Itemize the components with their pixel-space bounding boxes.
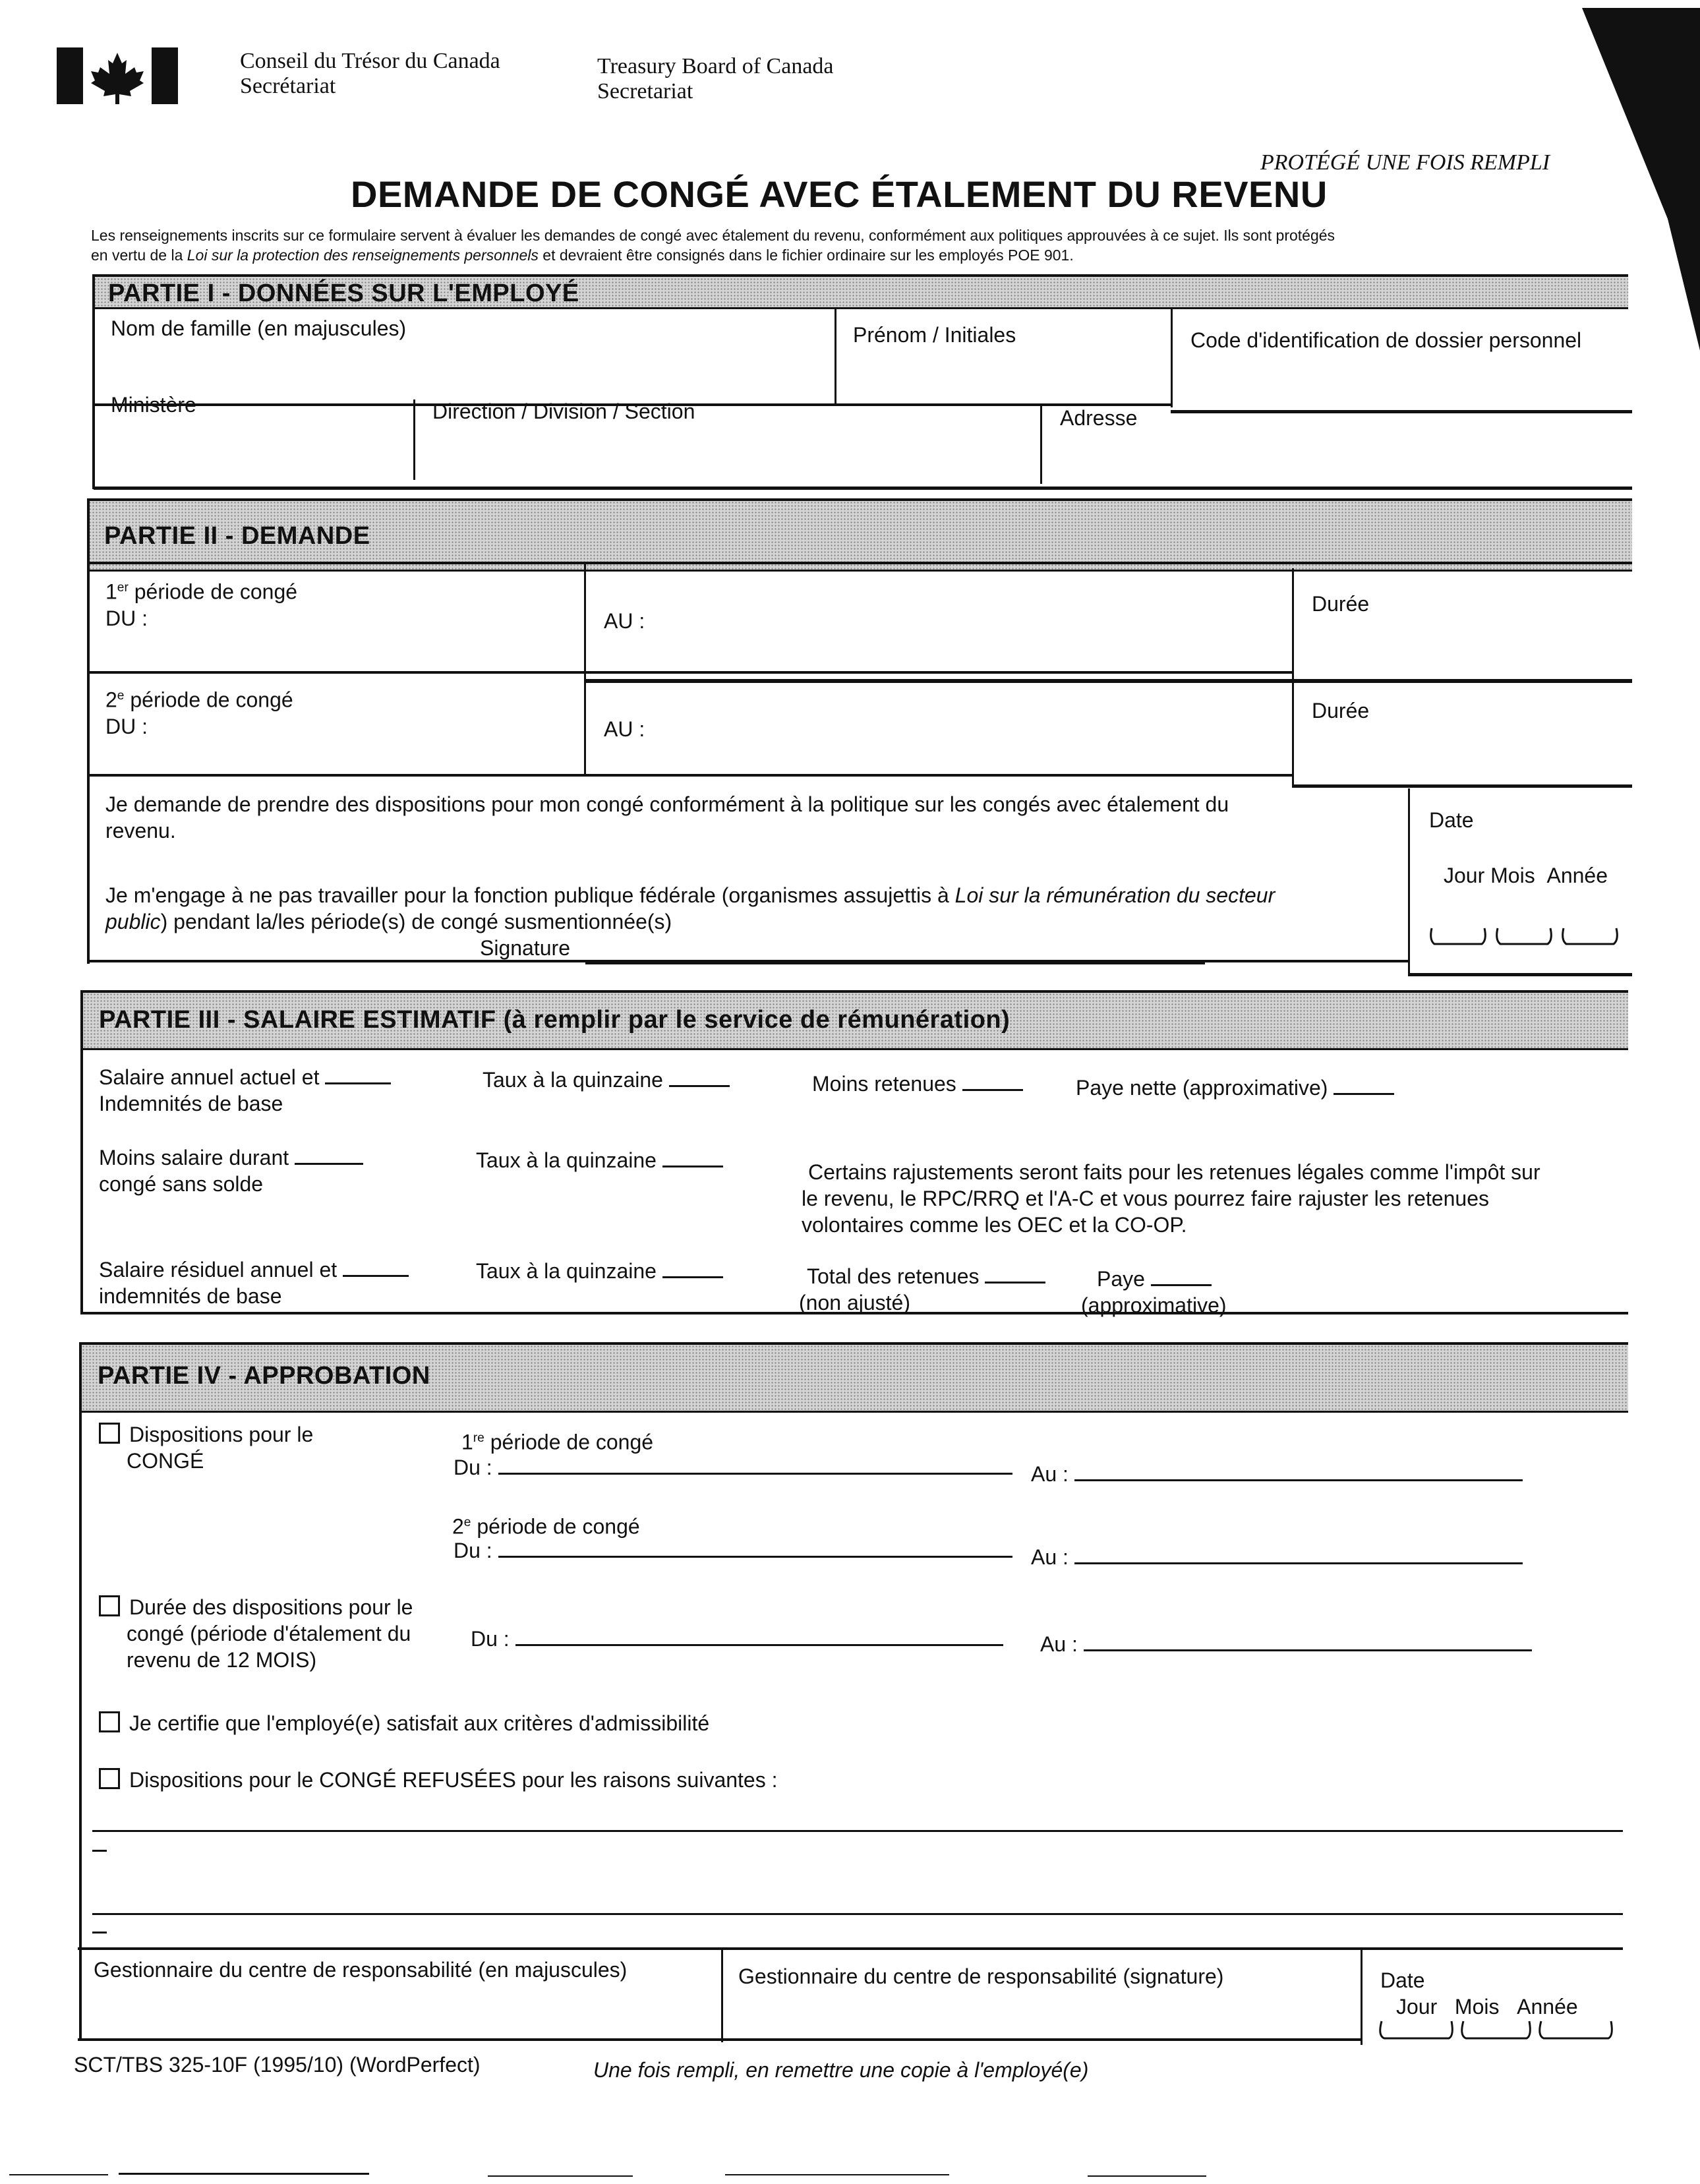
- approval-date-field[interactable]: [1376, 2016, 1620, 2042]
- period1-du-field[interactable]: [119, 608, 567, 661]
- approval-date-label: Date: [1380, 1968, 1425, 1992]
- field-code-dossier[interactable]: Code d'identification de dossier personnel: [1190, 328, 1582, 352]
- field-prenom[interactable]: Prénom / Initiales: [853, 323, 1016, 347]
- signature-field[interactable]: [585, 930, 1205, 962]
- org-name-en: Treasury Board of Canada Secretariat: [597, 54, 834, 103]
- approval-period1-au[interactable]: Au :: [1031, 1462, 1523, 1487]
- field-adresse[interactable]: Adresse: [1060, 406, 1138, 430]
- form-identifier: SCT/TBS 325-10F (1995/10) (WordPerfect): [74, 2053, 481, 2077]
- paye-nette-field[interactable]: Paye nette (approximative): [1076, 1076, 1394, 1100]
- period1-duree-field[interactable]: [1318, 626, 1622, 666]
- period2-duree-label: Durée: [1312, 699, 1370, 723]
- request-date-label: Date: [1429, 808, 1474, 832]
- part1-title: PARTIE I - DONNÉES SUR L'EMPLOYÉ: [108, 280, 579, 307]
- taux-quinzaine-2[interactable]: Taux à la quinzaine: [476, 1148, 723, 1173]
- paye-approx-field[interactable]: Paye (approximative): [1081, 1267, 1227, 1317]
- period1-au-label: AU :: [604, 609, 645, 633]
- period2-duree-field[interactable]: [1318, 732, 1622, 778]
- checkbox-conge-refusees[interactable]: Dispositions pour le CONGÉ REFUSÉES pour les raisons suivantes :: [99, 1768, 778, 1792]
- period2-label: 2e période de congé DU :: [105, 688, 293, 738]
- approval-period1-label: 1re période de congé: [461, 1430, 654, 1454]
- taux-quinzaine-3[interactable]: Taux à la quinzaine: [476, 1259, 723, 1284]
- request-date-headers: Jour Mois Année: [1444, 864, 1608, 887]
- checkbox-duree-dispositions[interactable]: Durée des dispositions pour le congé (période d'étalement du revenu de 12 MOIS): [99, 1594, 413, 1673]
- checkbox-dispositions-conge[interactable]: Dispositions pour le CONGÉ: [99, 1421, 313, 1474]
- engagement-statement: Je m'engage à ne pas travailler pour la fonction publique fédérale (organismes assujettis à Loi sur la rémunération du secteur public) pendant la/les période(s) de congé susmentionnée(s): [105, 883, 1275, 933]
- checkbox-certifie-admissibilite[interactable]: Je certifie que l'employé(e) satisfait aux critères d'admissibilité: [99, 1711, 709, 1736]
- period2-au-label: AU :: [604, 717, 645, 741]
- period2-au-field[interactable]: [659, 692, 1279, 765]
- request-statement: Je demande de prendre des dispositions pour mon congé conformément à la politique sur les congés avec étalement du revenu.: [105, 792, 1229, 842]
- approval-period2-du[interactable]: Du :: [454, 1539, 1012, 1563]
- gestionnaire-signature-field[interactable]: Gestionnaire du centre de responsabilité (signature): [738, 1964, 1224, 1988]
- footer-note: Une fois rempli, en remettre une copie à l'employé(e): [593, 2058, 1089, 2082]
- period1-label: 1er période de congé DU :: [105, 579, 298, 630]
- period2-du-field[interactable]: [119, 716, 567, 769]
- approval-period2-label: 2e période de congé: [452, 1514, 640, 1539]
- gestionnaire-majuscules-field[interactable]: Gestionnaire du centre de responsabilité (en majuscules): [94, 1958, 628, 1982]
- part3-title: PARTIE III - SALAIRE ESTIMATIF (à remplir par le service de rémunération): [99, 1006, 1011, 1034]
- org-name-fr: Conseil du Trésor du Canada Secrétariat: [240, 49, 500, 98]
- signature-label: Signature: [480, 936, 570, 960]
- refusal-reasons-field[interactable]: [99, 1800, 1615, 1925]
- intro-text: Les renseignements inscrits sur ce formulaire servent à évaluer les demandes de congé avec étalement du revenu, conformément aux politiques approuvées à ce sujet. Ils sont protégés en vertu de la Loi sur la protection des renseignements personnels et devraient être consignés dans le fichier ordinaire sur les employés POE 901.: [91, 227, 1335, 264]
- duree-au-field[interactable]: Au :: [1040, 1632, 1532, 1657]
- period1-duree-label: Durée: [1312, 592, 1370, 616]
- field-ministere[interactable]: Ministère: [111, 393, 196, 417]
- field-direction[interactable]: Direction / Division / Section: [432, 399, 695, 423]
- form-title: DEMANDE DE CONGÉ AVEC ÉTALEMENT DU REVENU: [351, 173, 1328, 215]
- salaire-residuel-label: Salaire résiduel annuel et indemnités de base: [99, 1256, 409, 1309]
- period1-au-field[interactable]: [659, 580, 1279, 659]
- salaire-actuel-label: Salaire annuel actuel et Indemnités de base: [99, 1064, 391, 1117]
- total-retenues-field[interactable]: Total des retenues (non ajusté): [799, 1263, 1045, 1316]
- approval-period2-au[interactable]: Au :: [1031, 1545, 1523, 1570]
- part2-title: PARTIE II - DEMANDE: [104, 522, 370, 550]
- canada-flag-logo: [57, 47, 178, 104]
- rajustements-note: Certains rajustements seront faits pour les retenues légales comme l'impôt sur le revenu, le RPC/RRQ et l'A-C et vous pourrez faire rajuster les retenues volontaires comme les OEC et la CO-OP.: [802, 1160, 1540, 1237]
- moins-retenues-field[interactable]: Moins retenues: [812, 1072, 1023, 1096]
- duree-du-field[interactable]: Du :: [471, 1627, 1003, 1651]
- moins-salaire-label: Moins salaire durant congé sans solde: [99, 1144, 363, 1197]
- protected-notice: PROTÉGÉ UNE FOIS REMPLI: [1260, 150, 1550, 175]
- part4-title: PARTIE IV - APPROBATION: [98, 1362, 430, 1390]
- approval-period1-du[interactable]: Du :: [454, 1456, 1012, 1480]
- approval-date-headers: Jour Mois Année: [1396, 1995, 1578, 2019]
- field-nom-famille[interactable]: Nom de famille (en majuscules): [111, 316, 407, 340]
- taux-quinzaine-1[interactable]: Taux à la quinzaine: [483, 1068, 730, 1092]
- request-date-field[interactable]: [1428, 920, 1626, 947]
